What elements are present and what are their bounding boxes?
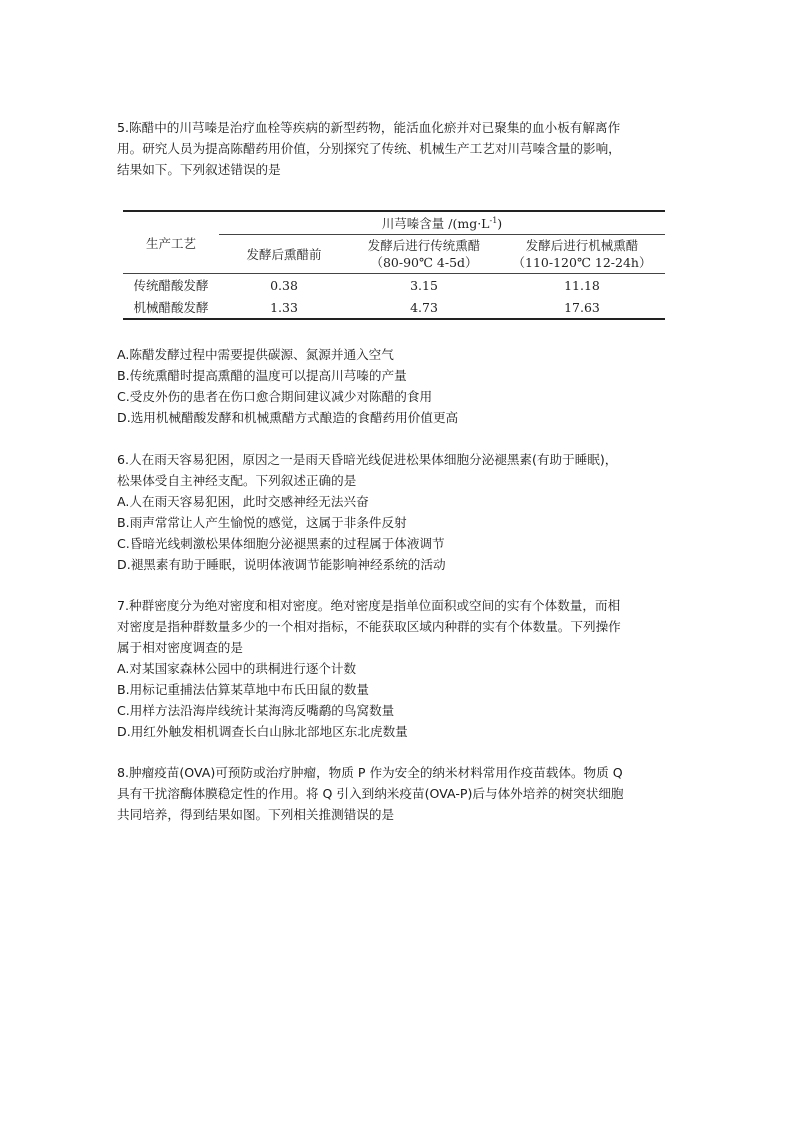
option-a: A.人在雨天容易犯困，此时交感神经无法兴奋 [117,494,369,509]
question-5-line-2: 用。研究人员为提高陈醋药用价值，分别探究了传统、机械生产工艺对川芎嗪含量的影响， [117,141,621,156]
question-6-line-1: 6.人在雨天容易犯困，原因之一是雨天昏暗光线促进松果体细胞分泌褪黑素(有助于睡眠)， [117,452,618,467]
table-cell: 3.15 [410,277,438,293]
table-cell: 1.33 [219,296,349,319]
row-label: 传统醋酸发酵 [133,278,209,293]
table-row [123,274,665,297]
question-5-line-1: 5.陈醋中的川芎嗪是治疗血栓等疾病的新型药物，能活血化瘀并对已聚集的血小板有解离作 [117,120,621,135]
question-6 [117,449,682,575]
question-5-line-3: 结果如下。下列叙述错误的是 [117,162,281,177]
row-header-process: 生产工艺 [123,211,219,274]
table-cell: 0.38 [270,277,298,293]
question-5-options [117,344,682,428]
option-b: B.用标记重捕法估算某草地中布氏田鼠的数量 [117,682,369,697]
row-label: 机械醋酸发酵 [123,296,219,319]
question-5-stem [117,117,682,180]
option-b: B.传统熏醋时提高熏醋的温度可以提高川芎嗪的产量 [117,368,407,383]
question-8-line-2: 具有干扰溶酶体膜稳定性的作用。将 Q 引入到纳米疫苗(OVA-P)后与体外培养的树突状细胞 [117,786,624,801]
option-c: C.用样方法沿海岸线统计某海湾反嘴鹬的鸟窝数量 [117,703,395,718]
option-c: C.昏暗光线刺激松果体细胞分泌褪黑素的过程属于体液调节 [117,536,445,551]
column-header-2: 发酵后进行传统熏醋 （80-90℃ 4-5d） [349,235,499,274]
question-7-line-2: 对密度是指种群数量多少的一个相对指标，不能获取区域内种群的实有个体数量。下列操作 [117,619,621,634]
question-7-line-3: 属于相对密度调查的是 [117,640,243,655]
question-8-line-1: 8.肿瘤疫苗(OVA)可预防或治疗肿瘤，物质 P 作为安全的纳米材料常用作疫苗载体。物质 Q [117,765,623,780]
group-header-content: 川芎嗪含量 $/(mg\cdot L^{-1})$ [219,211,665,235]
column-header-1: 发酵后熏醋前 [219,235,349,274]
option-b: B.雨声常常让人产生愉悦的感觉，这属于非条件反射 [117,515,407,530]
table-cell: 11.18 [564,277,600,293]
table-cell: 4.73 [349,296,499,319]
option-c: C.受皮外伤的患者在伤口愈合期间建议减少对陈醋的食用 [117,389,433,404]
question-5-table [123,210,665,320]
table-cell: 17.63 [499,296,665,319]
table-row [123,296,665,319]
option-d: D.褪黑素有助于睡眠，说明体液调节能影响神经系统的活动 [117,557,446,572]
option-d: D.选用机械醋酸发酵和机械熏醋方式酿造的食醋药用价值更高 [117,410,459,425]
column-header-3: 发酵后进行机械熏醋 （110-120℃ 12-24h） [499,235,665,274]
unit-superscript: -1 [489,215,498,225]
option-a: A.对某国家森林公园中的珙桐进行逐个计数 [117,661,357,676]
option-d: D.用红外触发相机调查长白山脉北部地区东北虎数量 [117,724,408,739]
question-8-line-3: 共同培养，得到结果如图。下列相关推测错误的是 [117,807,395,822]
question-7 [117,595,682,742]
question-6-line-2: 松果体受自主神经支配。下列叙述正确的是 [117,473,357,488]
question-7-line-1: 7.种群密度分为绝对密度和相对密度。绝对密度是指单位面积或空间的实有个体数量，而相 [117,598,621,613]
option-a: A.陈醋发酵过程中需要提供碳源、氮源并通入空气 [117,347,394,362]
question-8 [117,762,682,825]
